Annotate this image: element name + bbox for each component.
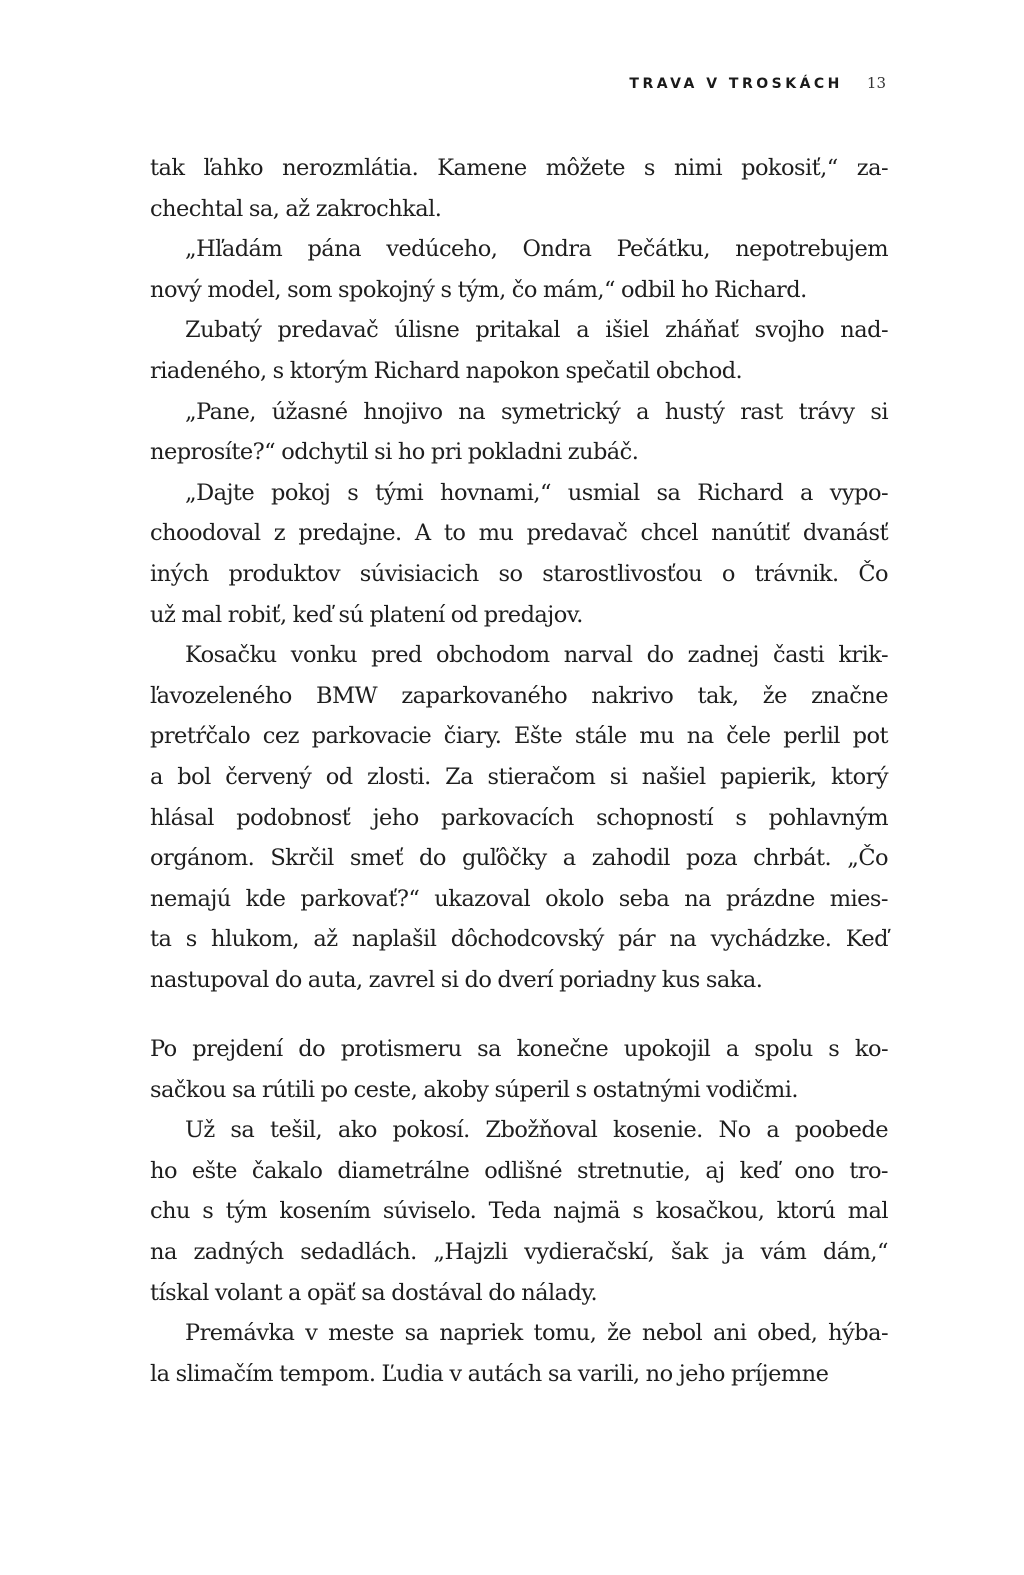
text-line: nastupoval do auta, zavrel si do dverí poriadny kus saka.: [150, 966, 763, 993]
text-line: Po prejdení do protismeru sa konečne upokojil a spolu s ko-: [150, 1036, 888, 1062]
text-line: chechtal sa, až zakrochkal.: [150, 195, 442, 222]
paragraph: [150, 1029, 888, 1110]
paragraph: [150, 310, 888, 391]
text-line: Kosačku vonku pred obchodom narval do zadnej časti krik-: [185, 642, 888, 669]
text-line: Už sa tešil, ako pokosí. Zbožňoval kosenie. No a poobede: [185, 1117, 888, 1144]
text-line: „Pane, úžasné hnojivo na symetrický a hustý rast trávy si: [185, 398, 888, 425]
text-line: na zadných sedadlách. „Hajzli vydieračskí, šak ja vám dám,“: [150, 1238, 888, 1265]
text-line: ľavozeleného BMW zaparkovaného nakrivo tak, že značne: [150, 682, 888, 709]
paragraph: [150, 473, 888, 635]
paragraph: [150, 229, 888, 310]
text-line: chu s tým kosením súviselo. Teda najmä s kosačkou, ktorú mal: [150, 1198, 888, 1225]
book-title: TRAVA V TROSKÁCH: [629, 76, 843, 92]
text-line: „Dajte pokoj s tými hovnami,“ usmial sa Richard a vypo-: [185, 479, 888, 506]
text-block-1: [150, 148, 888, 1000]
text-line: Premávka v meste sa napriek tomu, že nebol ani obed, hýba-: [185, 1320, 888, 1347]
running-header: [629, 74, 886, 92]
text-line: Zubatý predavač úlisne pritakal a išiel zháňať svojho nad-: [185, 317, 888, 344]
paragraph: [150, 148, 888, 229]
text-line: ho ešte čakalo diametrálne odlišné stretnutie, aj keď ono tro-: [150, 1157, 888, 1184]
text-line: orgánom. Skrčil smeť do guľôčky a zahodil poza chrbát. „Čo: [150, 845, 888, 872]
paragraph: [150, 635, 888, 1000]
page-number: 13: [866, 74, 886, 92]
text-line: riadeného, s ktorým Richard napokon spečatil obchod.: [150, 357, 743, 384]
text-line: neprosíte?“ odchytil si ho pri pokladni zubáč.: [150, 439, 639, 466]
text-line: ta s hlukom, až naplašil dôchodcovský pár na vychádzke. Keď: [150, 926, 888, 953]
paragraph: [150, 1110, 888, 1313]
text-line: nemajú kde parkovať?“ ukazoval okolo seba na prázdne mies-: [150, 885, 888, 912]
text-line: sačkou sa rútili po ceste, akoby súperil s ostatnými vodičmi.: [150, 1076, 798, 1103]
text-line: tískal volant a opäť sa dostával do nálady.: [150, 1279, 598, 1306]
text-line: la slimačím tempom. Ľudia v autách sa varili, no jeho príjemne: [150, 1360, 829, 1387]
paragraph: [150, 392, 888, 473]
text-line: už mal robiť, keď sú platení od predajov.: [150, 601, 583, 628]
text-line: iných produktov súvisiacich so starostlivosťou o trávnik. Čo: [150, 560, 888, 587]
text-line: a bol červený od zlosti. Za stieračom si našiel papierik, ktorý: [150, 763, 888, 790]
text-block-2: [150, 1029, 888, 1394]
text-line: tak ľahko nerozmlátia. Kamene môžete s nimi pokosiť,“ za-: [150, 155, 888, 181]
text-line: nový model, som spokojný s tým, čo mám,“ odbil ho Richard.: [150, 276, 807, 303]
text-line: choodoval z predajne. A to mu predavač chcel nanútiť dvanásť: [150, 520, 888, 547]
text-line: pretŕčalo cez parkovacie čiary. Ešte stále mu na čele perlil pot: [150, 723, 888, 750]
text-line: hlásal podobnosť jeho parkovacích schopností s pohlavným: [150, 804, 888, 831]
paragraph: [150, 1313, 888, 1394]
text-line: „Hľadám pána vedúceho, Ondra Pečátku, nepotrebujem: [185, 236, 888, 263]
